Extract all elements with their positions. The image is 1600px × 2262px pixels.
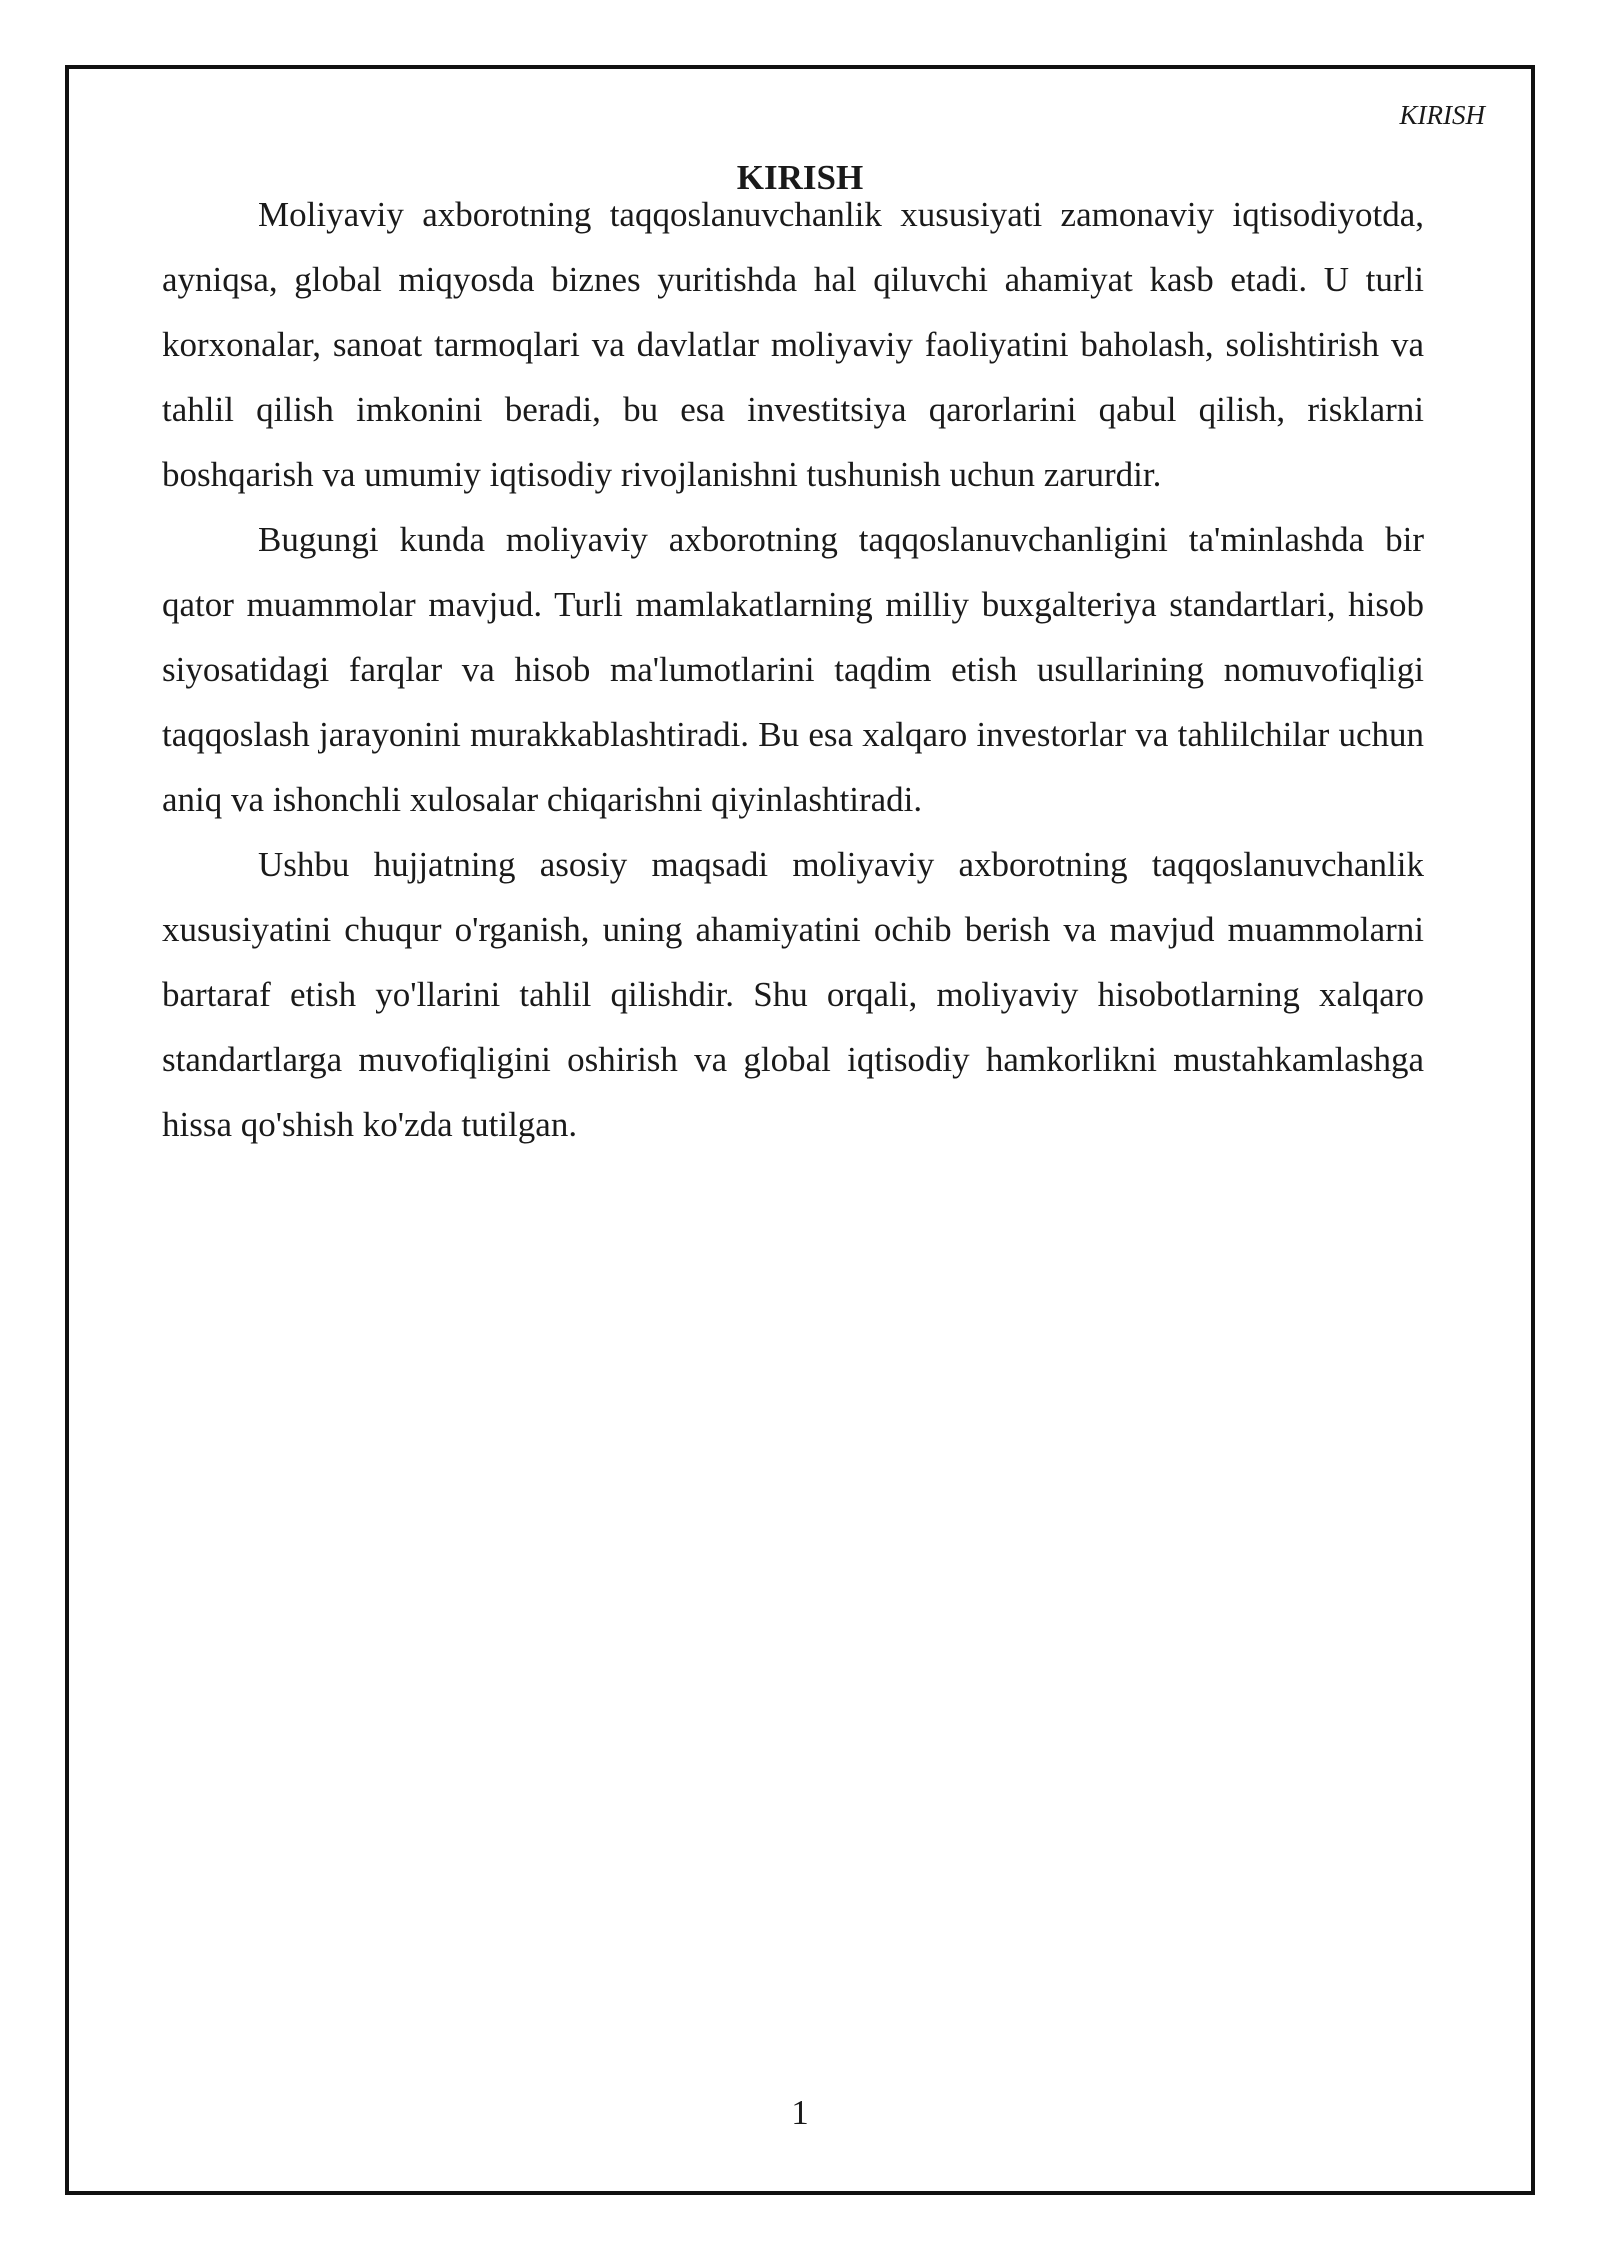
running-header: KIRISH [1399,100,1485,130]
paragraph-3: Ushbu hujjatning asosiy maqsadi moliyaviy axborotning taqqoslanuvchanlik xususiyatini chuqur o'rganish, uning ahamiyatini ochib berish va mavjud muammolarni bartaraf etish yo'llarini tahlil qilishdir. Shu orqali, moliyaviy hisobotlarning xalqaro standartlarga muvofiqligini oshirish va global iqtisodiy hamkorlikni mustahkamlashga hissa qo'shish ko'zda tutilgan. [162,845,1424,1144]
paragraph-1: Moliyaviy axborotning taqqoslanuvchanlik xususiyati zamonaviy iqtisodiyotda, ayniqsa, global miqyosda biznes yuritishda hal qiluvchi ahamiyat kasb etadi. U turli korxonalar, sanoat tarmoqlari va davlatlar moliyaviy faoliyatini baholash, solishtirish va tahlil qilish imkonini beradi, bu esa investitsiya qarorlarini qabul qilish, risklarni boshqarish va umumiy iqtisodiy rivojlanishni tushunish uchun zarurdir. [162,195,1424,494]
paragraph-2: Bugungi kunda moliyaviy axborotning taqqoslanuvchanligini ta'minlashda bir qator muammolar mavjud. Turli mamlakatlarning milliy buxgalteriya standartlari, hisob siyosatidagi farqlar va hisob ma'lumotlarini taqdim etish usullarining nomuvofiqligi taqqoslash jarayonini murakkablashtiradi. Bu esa xalqaro investorlar va tahlilchilar uchun aniq va ishonchli xulosalar chiqarishni qiyinlashtiradi. [162,520,1424,819]
body-text [162,182,1424,1157]
page-number: 1 [791,2093,809,2132]
page-title: KIRISH [736,158,864,197]
